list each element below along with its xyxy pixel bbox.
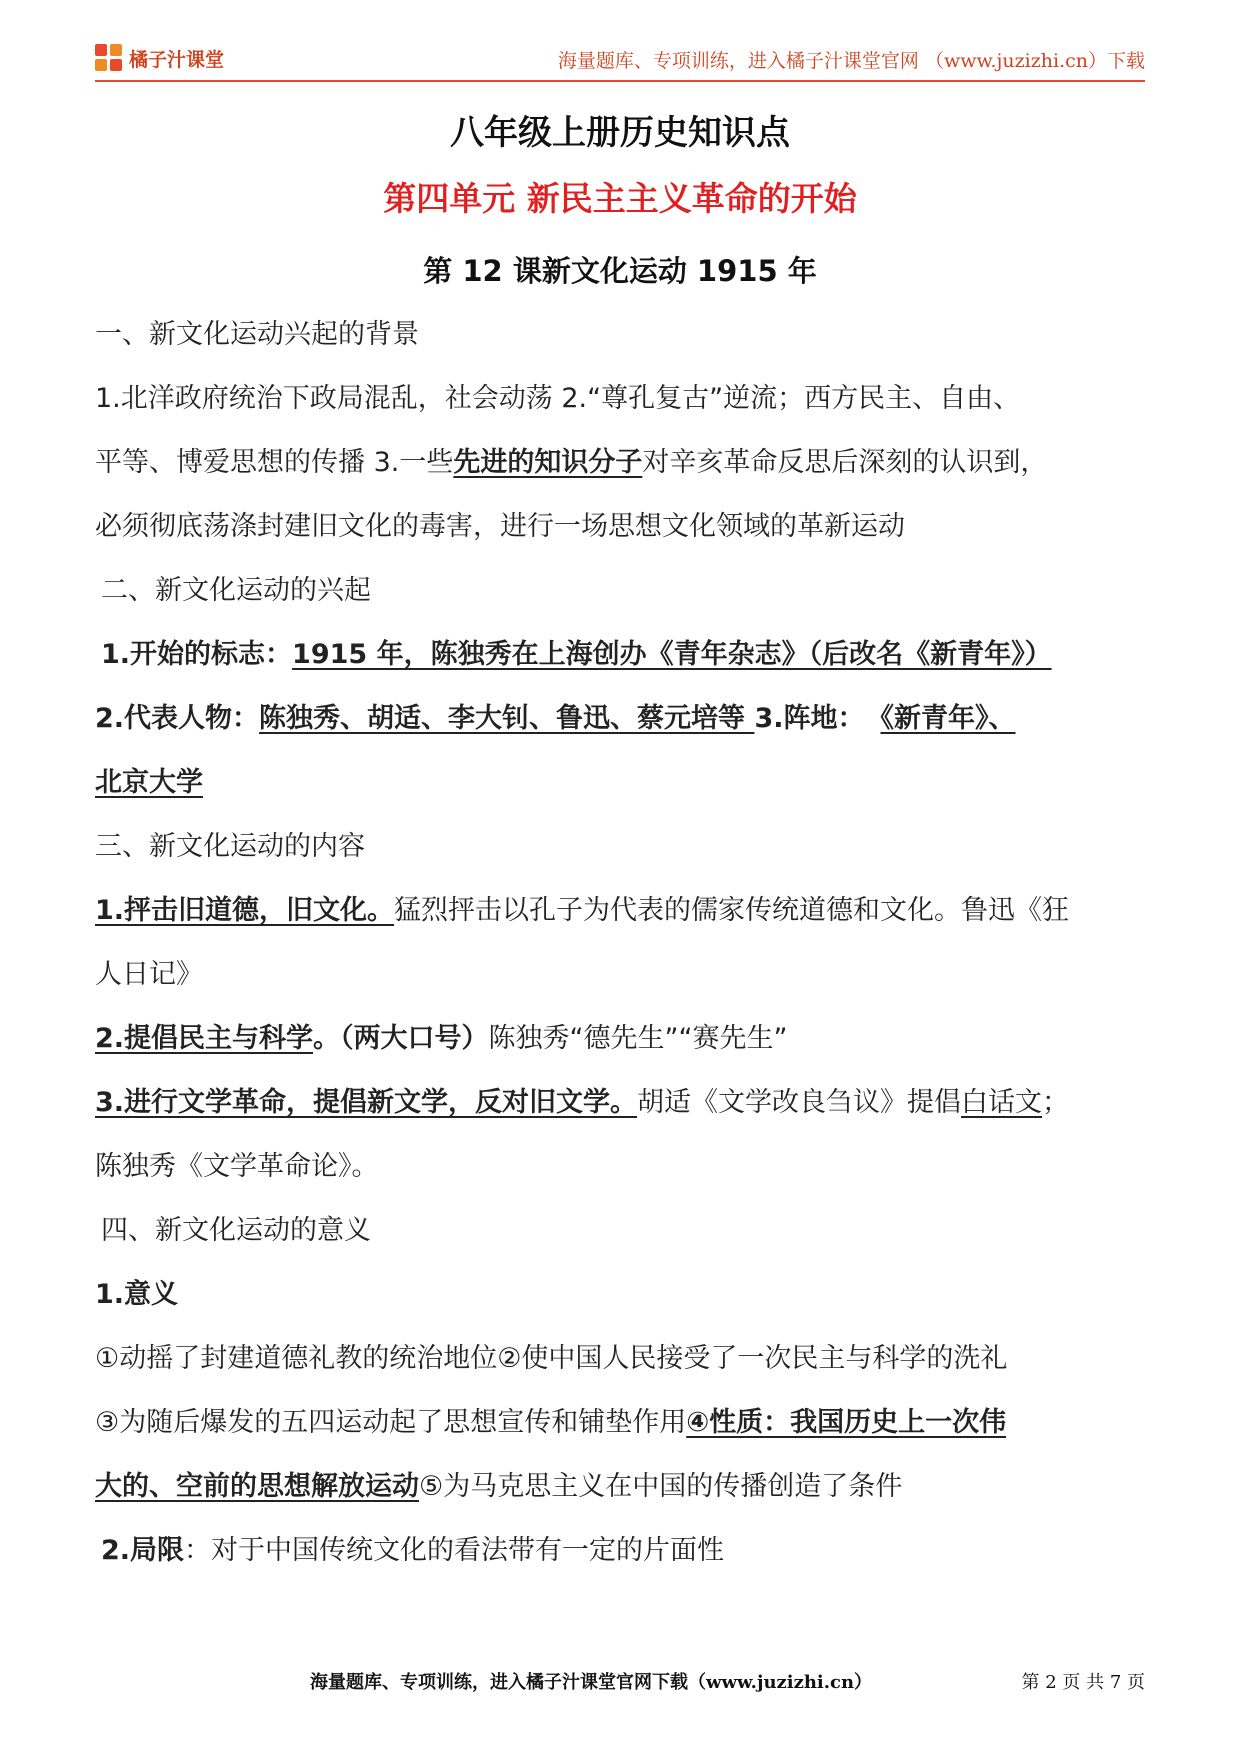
section-3-line: 2.提倡民主与科学。（两大口号）陈独秀“德先生”“赛先生” — [95, 1023, 788, 1054]
section-1-line: 平等、博爱思想的传播 3.一些先进的知识分子对辛亥革命反思后深刻的认识到， — [95, 447, 1048, 478]
key-term: 大的、空前的思想解放运动 — [95, 1471, 419, 1502]
section-4-line: 2.局限：对于中国传统文化的看法带有一定的片面性 — [101, 1535, 725, 1566]
unit-title: 第四单元 新民主主义革命的开始 — [383, 179, 857, 218]
section-3-line: 1.抨击旧道德，旧文化。猛烈抨击以孔子为代表的儒家传统道德和文化。鲁迅《狂 — [95, 895, 1070, 926]
page-number: 第 2 页 共 7 页 — [1021, 1672, 1145, 1693]
section-2-line: 2.代表人物：陈独秀、胡适、李大钊、鲁迅、蔡元培等 3.阵地： 《新青年》、 — [95, 703, 1016, 734]
section-3-line: 人日记》 — [95, 959, 203, 990]
key-term: 3.进行文学革命，提倡新文学，反对旧文学。 — [95, 1087, 638, 1118]
document-title: 八年级上册历史知识点 — [450, 113, 790, 153]
key-term: 2.提倡民主与科学 — [95, 1023, 314, 1054]
brand-logo[interactable] — [95, 44, 224, 72]
header-slogan: 海量题库、专项训练，进入橘子汁课堂官网 （www.juzizhi.cn）下载 — [557, 50, 1145, 72]
header-divider — [95, 80, 1145, 82]
section-4-line: ①动摇了封建道德礼教的统治地位②使中国人民接受了一次民主与科学的洗礼 — [95, 1343, 1008, 1374]
page-header — [95, 40, 1145, 78]
page-footer — [95, 1662, 1145, 1702]
section-4-heading: 四、新文化运动的意义 — [101, 1215, 371, 1246]
key-term: 陈独秀、胡适、李大钊、鲁迅、蔡元培等 — [259, 703, 755, 734]
key-term: 白话文 — [961, 1087, 1043, 1118]
section-3-line: 陈独秀《文学革命论》。 — [95, 1151, 379, 1182]
section-4-line: 大的、空前的思想解放运动⑤为马克思主义在中国的传播创造了条件 — [95, 1471, 903, 1502]
section-2-line — [95, 751, 1145, 815]
section-1-line: 1.北洋政府统治下政局混乱，社会动荡 2.“尊孔复古”逆流；西方民主、自由、 — [95, 383, 1021, 414]
section-1-heading: 一、新文化运动兴起的背景 — [95, 319, 419, 350]
logo-text: 橘子汁课堂 — [129, 48, 225, 71]
section-4-line: 1.意义 — [95, 1279, 179, 1310]
key-term: 《新青年》、 — [880, 703, 1016, 734]
section-2-heading: 二、新文化运动的兴起 — [101, 575, 371, 606]
key-term: 北京大学 — [95, 767, 203, 798]
key-term: 先进的知识分子 — [453, 447, 643, 478]
key-term: 1915 年，陈独秀在上海创办《青年杂志》（后改名《新青年》） — [292, 639, 1052, 670]
document-body — [95, 95, 1145, 1583]
key-term: 1.抨击旧道德，旧文化。 — [95, 895, 395, 926]
section-4-line: ③为随后爆发的五四运动起了思想宣传和铺垫作用④性质：我国历史上一次伟 — [95, 1407, 1007, 1438]
section-3-heading: 三、新文化运动的内容 — [95, 831, 365, 862]
section-3-line: 3.进行文学革命，提倡新文学，反对旧文学。胡适《文学改良刍议》提倡白话文； — [95, 1087, 1070, 1118]
key-term: ④性质：我国历史上一次伟 — [686, 1407, 1007, 1438]
lesson-title: 第 12 课新文化运动 1915 年 — [423, 254, 817, 288]
logo-icon — [95, 44, 123, 72]
footer-slogan: 海量题库、专项训练，进入橘子汁课堂官网下载（www.juzizhi.cn） — [310, 1672, 873, 1693]
section-2-line: 1.开始的标志：1915 年，陈独秀在上海创办《青年杂志》（后改名《新青年》） — [101, 639, 1052, 670]
section-1-line: 必须彻底荡涤封建旧文化的毒害，进行一场思想文化领域的革新运动 — [95, 511, 905, 542]
